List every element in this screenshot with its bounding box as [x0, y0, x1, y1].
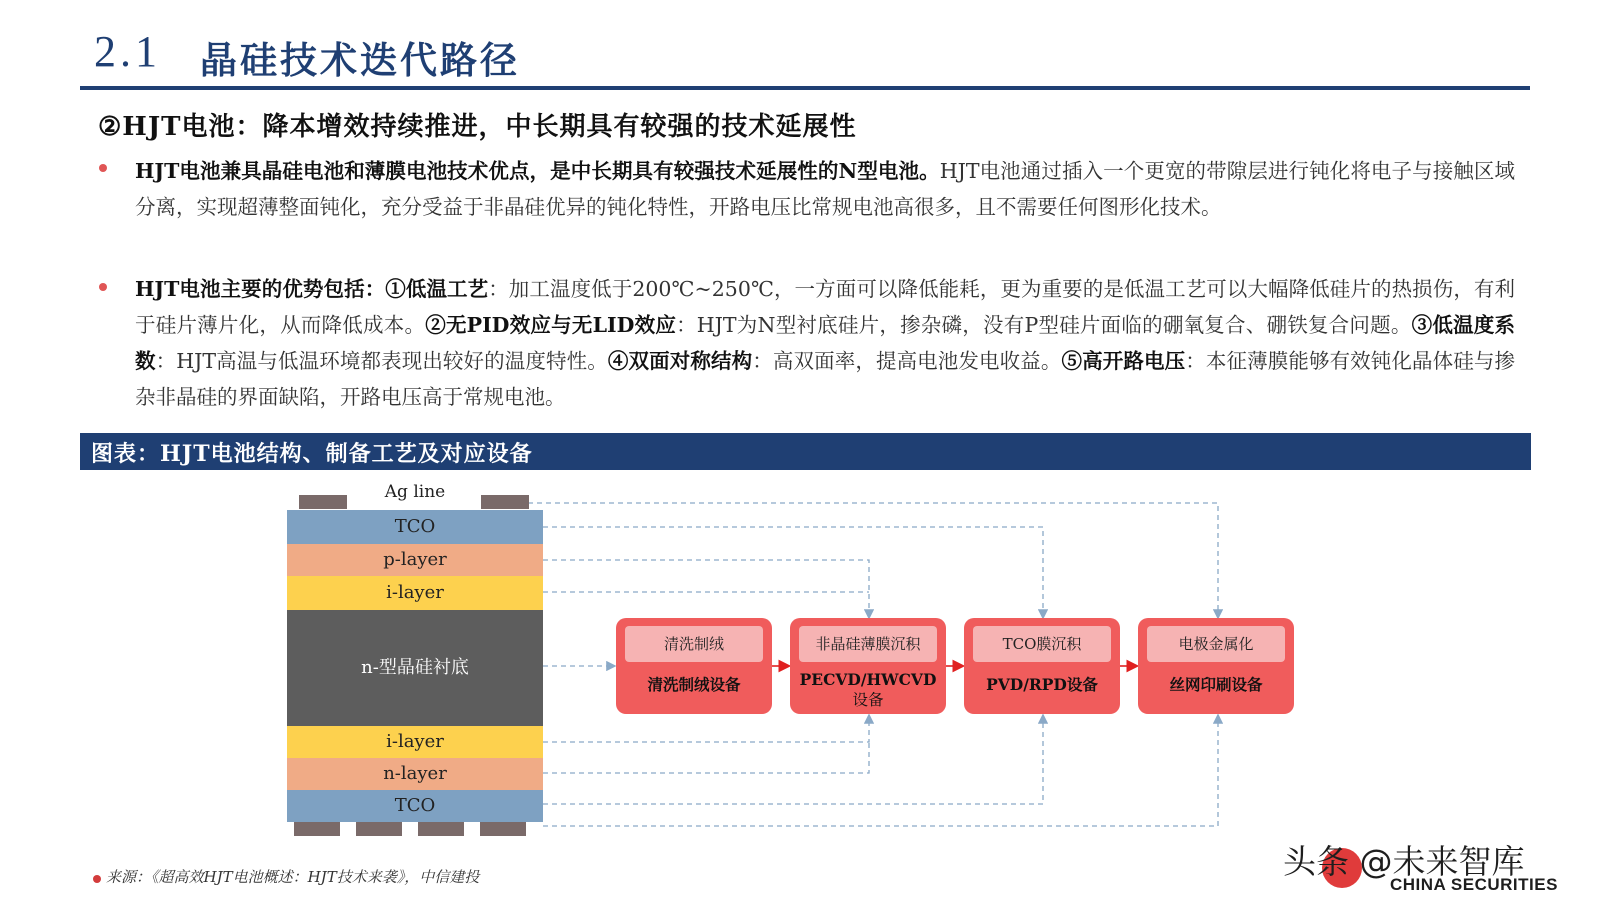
- advantage-5-text: ：本征薄膜能够有效钝化晶体硅与掺杂非晶硅的界面缺陷，开路电压高于常规电池。: [135, 349, 1516, 409]
- advantage-2-text: ：HJT为N型衬底硅片，掺杂磷，没有P型硅片面临的硼氧复合、硼铁复合问题。: [676, 313, 1412, 337]
- process-equipment-label: 丝网印刷设备: [1169, 675, 1263, 694]
- ag-contact-bottom-2: [356, 822, 402, 836]
- process-step-label: 非晶硅薄膜沉积: [815, 635, 921, 653]
- ag-contact-top-right: [481, 495, 529, 509]
- advantage-1-title: ①低温工艺: [385, 277, 489, 301]
- connector-p-layer: [543, 560, 869, 617]
- section-number: 2.1: [94, 27, 161, 76]
- connector-n-layer: [543, 742, 869, 773]
- ag-contact-bottom-1: [294, 822, 340, 836]
- advantage-3-text: ：HJT高温与低温环境都表现出较好的温度特性。: [155, 349, 608, 373]
- process-equipment-label-2: 设备: [852, 691, 884, 709]
- process-step-label: 电极金属化: [1178, 635, 1254, 653]
- process-step-label: 清洗制绒: [663, 635, 724, 653]
- layer-tco-top: TCO: [287, 510, 543, 544]
- layer-tco-bottom: TCO: [287, 790, 543, 822]
- bullet-1-text: HJT电池通过插入一个更宽的带隙层进行钝化将电子与接触区域分离，实现超薄整面钝化，充分受益于非晶硅优异的钝化特性，开路电压比常规电池高很多，且不需要任何图形化技术。: [135, 159, 1515, 219]
- layer-n-substrate: n-型晶硅衬底: [287, 610, 543, 726]
- ag-contact-top-left: [299, 495, 347, 509]
- source-note: 来源：《超高效HJT电池概述：HJT技术来袭》，中信建投: [106, 868, 480, 886]
- layer-i-bottom: i-layer: [287, 726, 543, 758]
- advantage-3-title: ③低温度系数: [135, 313, 1516, 373]
- advantage-5-title: ⑤高开路电压: [1061, 349, 1186, 373]
- ag-contact-bottom-3: [418, 822, 464, 836]
- layer-n: n-layer: [287, 758, 543, 790]
- process-equipment-label: PECVD/HWCVD: [799, 670, 937, 689]
- bullet-2-lead: HJT电池主要的优势包括：: [135, 277, 386, 301]
- layer-p: p-layer: [287, 544, 543, 576]
- connector-tco-bottom: [543, 716, 1043, 804]
- bullet-1-bold: HJT电池兼具晶硅电池和薄膜电池技术优点，是中长期具有较强技术延展性的N型电池。: [135, 159, 940, 183]
- advantage-1-text: ：加工温度低于200℃~250℃，一方面可以降低能耗，更为重要的是低温工艺可以大幅降低硅片的热损伤，有利于硅片薄片化，从而降低成本。: [135, 277, 1516, 337]
- advantage-2-title: ②无PID效应与无LID效应: [425, 313, 677, 337]
- connector-tco-top: [543, 527, 1043, 617]
- process-equipment-label: 清洗制绒设备: [647, 675, 741, 694]
- connector-ag-bottom: [543, 716, 1218, 826]
- ag-line-label: Ag line: [384, 482, 446, 502]
- watermark-brand: CHINA SECURITIES: [1390, 875, 1558, 894]
- section-heading: ②HJT电池：降本增效持续推进，中长期具有较强的技术延展性: [98, 112, 857, 142]
- process-step-label: TCO膜沉积: [1002, 635, 1082, 653]
- connector-i-bottom: [543, 716, 869, 742]
- source-bullet-icon: [93, 875, 101, 883]
- ag-contact-bottom-4: [480, 822, 526, 836]
- advantage-4-title: ④双面对称结构: [607, 349, 753, 373]
- layer-i-top: i-layer: [287, 576, 543, 610]
- advantage-4-text: ：高双面率，提高电池发电收益。: [752, 349, 1062, 373]
- process-equipment-label: PVD/RPD设备: [986, 675, 1098, 694]
- figure-title: 图表：HJT电池结构、制备工艺及对应设备: [91, 441, 533, 467]
- page-title: 晶硅技术迭代路径: [200, 38, 520, 82]
- connector-ag-top: [528, 503, 1218, 617]
- watermark-text: 头条 @未来智库: [1283, 842, 1525, 881]
